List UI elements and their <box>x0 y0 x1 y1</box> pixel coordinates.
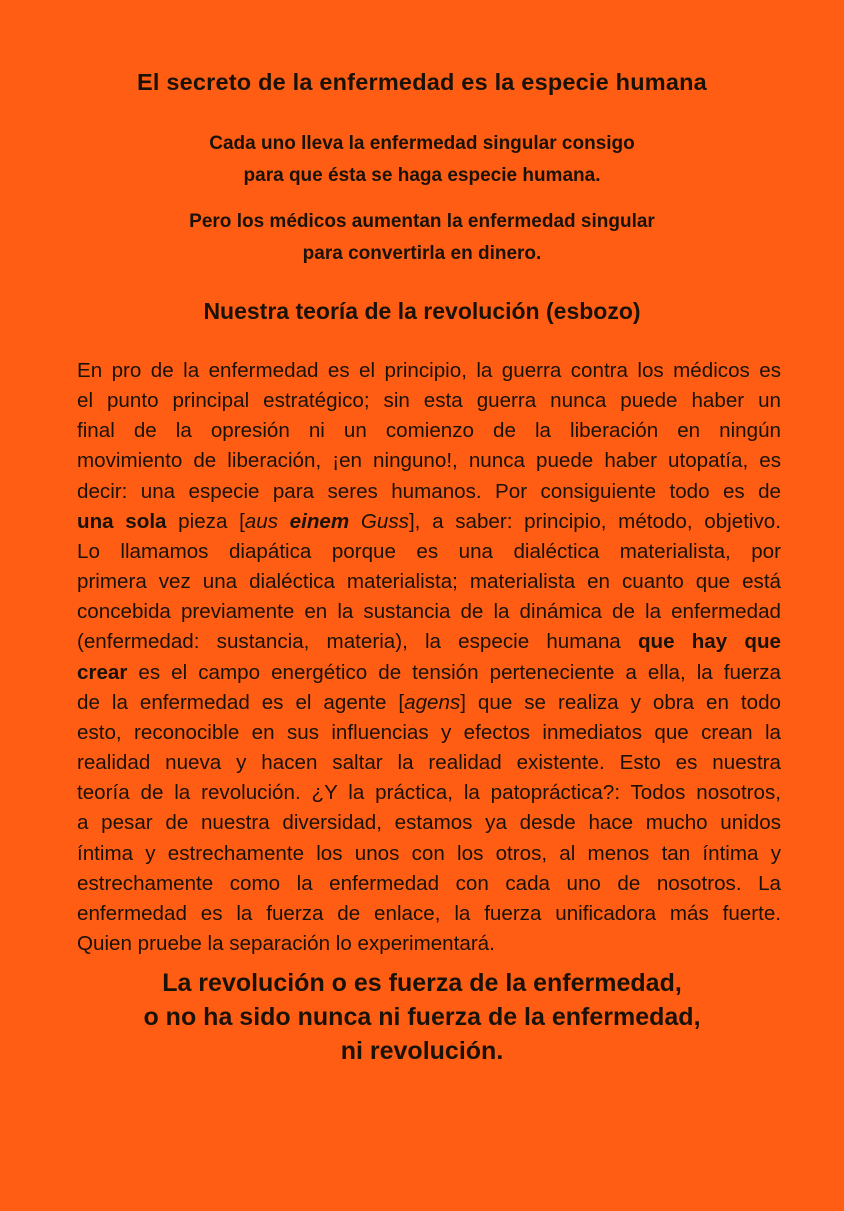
body-line: teoría de la revolución. ¿Y la práctica, la patopráctica?: Todos nosotros, <box>77 781 781 805</box>
body-line: realidad nueva y hacen saltar la realidad existente. Esto es nuestra <box>77 751 781 775</box>
intro-paragraph-1 <box>60 128 784 192</box>
emphasis-text: una sola <box>77 509 167 533</box>
closing-statement <box>40 966 804 1068</box>
body-fragment: pieza [ <box>166 509 245 533</box>
body-fragment: (enfermedad: sustancia, materia), la especie humana <box>77 630 638 654</box>
emphasis-text: que hay que <box>637 630 781 654</box>
body-line: concebida previamente en la sustancia de la dinámica de la enfermedad <box>77 600 781 624</box>
body-line: íntima y estrechamente los unos con los otros, al menos tan íntima y <box>77 841 781 865</box>
body-line: Lo llamamos diapática porque es una dialéctica materialista, por <box>77 539 781 563</box>
body-line <box>77 627 781 657</box>
intro-line: para convertirla en dinero. <box>302 243 542 264</box>
body-fragment: ] que se realiza y obra en todo <box>460 690 781 714</box>
body-line: primera vez una dialéctica materialista; materialista en cuanto que está <box>77 570 781 594</box>
intro-line: Cada uno lleva la enfermedad singular consigo <box>209 133 635 154</box>
page-title: El secreto de la enfermedad es la especie humana <box>137 69 707 95</box>
body-line: final de la opresión ni un comienzo de la liberación en ningún <box>77 419 781 443</box>
italic-text: agens <box>404 690 461 714</box>
body-fragment: es el campo energético de tensión perteneciente a ella, la fuerza <box>127 660 781 684</box>
body-line: En pro de la enfermedad es el principio, la guerra contra los médicos es <box>77 359 781 382</box>
closing-line: La revolución o es fuerza de la enfermedad, <box>162 969 682 997</box>
intro-paragraph-2 <box>60 206 784 270</box>
body-line <box>77 658 781 688</box>
body-line: estrechamente como la enfermedad con cada uno de nosotros. La <box>77 871 781 895</box>
italic-text: Guss <box>349 509 409 533</box>
emphasis-text: crear <box>77 660 128 684</box>
italic-text: aus <box>244 509 290 533</box>
body-fragment: ], a saber: principio, método, objetivo. <box>408 509 781 533</box>
body-line: Quien pruebe la separación lo experimentará. <box>77 931 495 955</box>
closing-line: ni revolución. <box>340 1037 504 1065</box>
section-heading: Nuestra teoría de la revolución (esbozo) <box>203 298 641 324</box>
body-line: esto, reconocible en sus influencias y efectos inmediatos que crean la <box>77 720 781 744</box>
emphasis-italic-text: einem <box>289 509 350 533</box>
body-paragraph <box>77 356 781 959</box>
body-line: movimiento de liberación, ¡en ninguno!, nunca puede haber utopatía, es <box>77 449 781 473</box>
closing-line: o no ha sido nunca ni fuerza de la enfermedad, <box>143 1003 701 1031</box>
body-line: decir: una especie para seres humanos. Por consiguiente todo es de <box>77 479 781 503</box>
body-line <box>77 507 781 537</box>
body-fragment: de la enfermedad es el agente [ <box>77 690 405 714</box>
body-line: el punto principal estratégico; sin esta guerra nunca puede haber un <box>77 389 781 413</box>
body-line: enfermedad es la fuerza de enlace, la fuerza unificadora más fuerte. <box>77 901 781 925</box>
intro-line: para que ésta se haga especie humana. <box>243 165 601 186</box>
body-line <box>77 688 781 718</box>
body-line: a pesar de nuestra diversidad, estamos ya desde hace mucho unidos <box>77 811 781 835</box>
intro-line: Pero los médicos aumentan la enfermedad singular <box>189 211 655 232</box>
